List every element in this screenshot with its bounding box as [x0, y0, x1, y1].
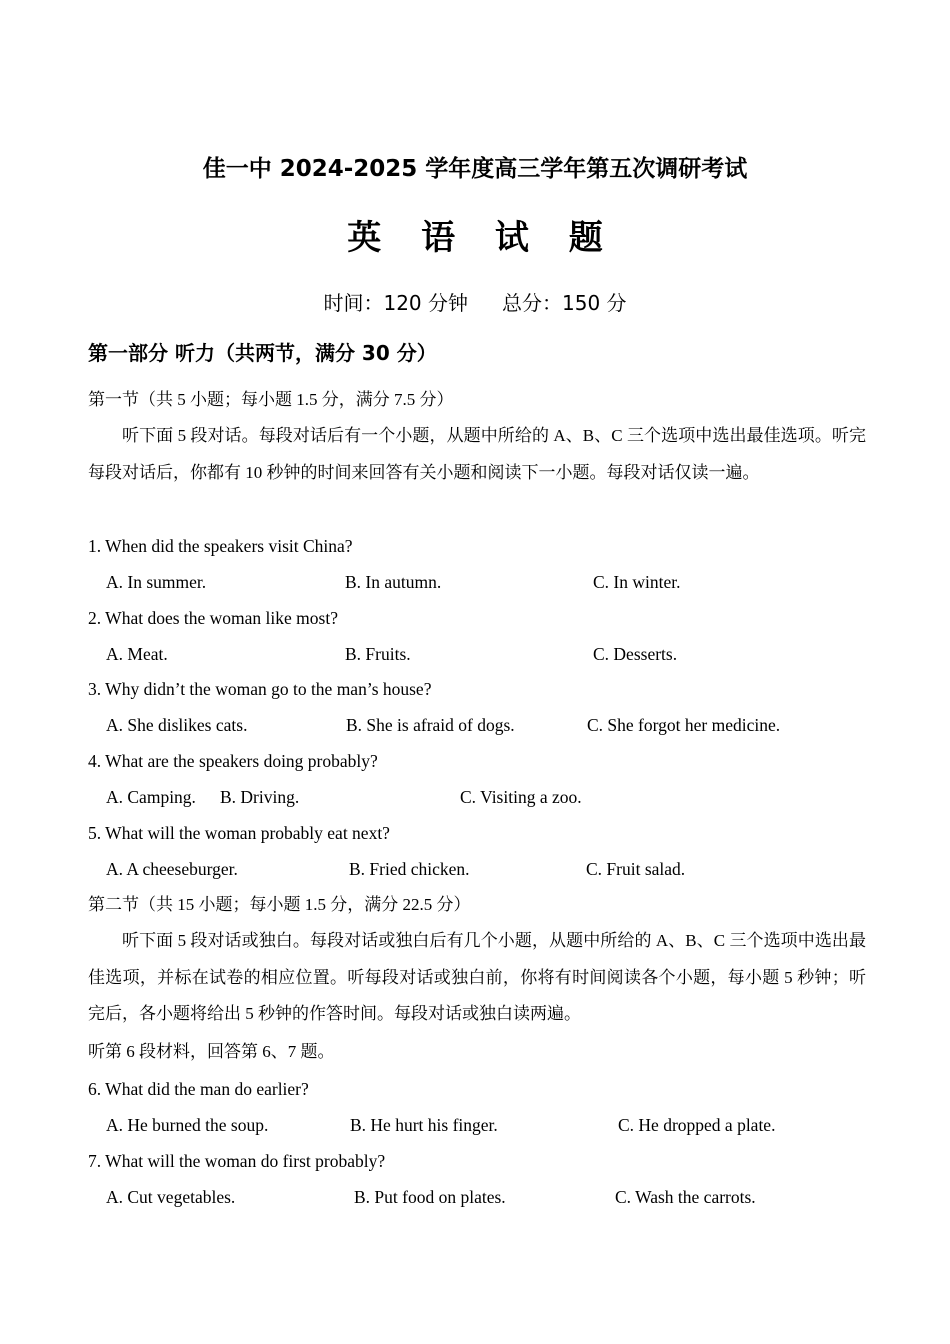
exam-info [0, 287, 950, 316]
section1-heading: 第一节（共 5 小题；每小题 1.5 分，满分 7.5 分） [88, 390, 454, 409]
question-2: 2. What does the woman like most? [88, 608, 338, 628]
question-4: 4. What are the speakers doing probably? [88, 751, 378, 771]
section2-heading: 第二节（共 15 小题；每小题 1.5 分，满分 22.5 分） [88, 895, 471, 914]
q4-option-a: A. Camping. [106, 787, 196, 807]
q2-option-a: A. Meat. [106, 644, 168, 664]
q3-option-a: A. She dislikes cats. [106, 715, 248, 735]
q7-option-a: A. Cut vegetables. [106, 1187, 236, 1207]
q5-option-b: B. Fried chicken. [349, 859, 470, 879]
q2-option-b: B. Fruits. [345, 644, 411, 664]
exam-total-score: 总分：150 分 [502, 291, 627, 315]
q7-option-c: C. Wash the carrots. [615, 1187, 756, 1207]
subject-title: 英 语 试 题 [347, 218, 617, 258]
question-6: 6. What did the man do earlier? [88, 1079, 309, 1099]
material-note: 听第 6 段材料，回答第 6、7 题。 [88, 1042, 335, 1061]
part1-heading: 第一部分 听力（共两节，满分 30 分） [88, 341, 437, 365]
question-7: 7. What will the woman do first probably? [88, 1151, 386, 1171]
section1-instructions: 听下面 5 段对话。每段对话后有一个小题，从题中所给的 A、B、C 三个选项中选出最佳选项。听完每段对话后，你都有 10 秒钟的时间来回答有关小题和阅读下一小题。每段对话仅读一遍。 [88, 426, 866, 482]
exam-time: 时间：120 分钟 [323, 291, 468, 315]
q3-option-b: B. She is afraid of dogs. [346, 715, 515, 735]
question-3: 3. Why didn’t the woman go to the man’s house? [88, 679, 432, 699]
school-title: 佳一中 2024-2025 学年度高三学年第五次调研考试 [202, 156, 748, 182]
q5-option-c: C. Fruit salad. [586, 859, 686, 879]
q1-option-c: C. In winter. [593, 572, 681, 592]
q6-option-b: B. He hurt his finger. [350, 1115, 498, 1135]
q1-option-b: B. In autumn. [345, 572, 442, 592]
q6-option-c: C. He dropped a plate. [618, 1115, 776, 1135]
q7-option-b: B. Put food on plates. [354, 1187, 506, 1207]
question-5: 5. What will the woman probably eat next? [88, 823, 390, 843]
question-1: 1. When did the speakers visit China? [88, 536, 353, 556]
q2-option-c: C. Desserts. [593, 644, 678, 664]
q1-option-a: A. In summer. [106, 572, 207, 592]
q5-option-a: A. A cheeseburger. [106, 859, 238, 879]
q4-option-b: B. Driving. [220, 787, 300, 807]
q3-option-c: C. She forgot her medicine. [587, 715, 781, 735]
q6-option-a: A. He burned the soup. [106, 1115, 269, 1135]
q4-option-c: C. Visiting a zoo. [460, 787, 582, 807]
section2-instructions: 听下面 5 段对话或独白。每段对话或独白后有几个小题，从题中所给的 A、B、C 三个选项中选出最佳选项，并标在试卷的相应位置。听每段对话或独白前，你将有时间阅读各个小题，每小题 5 秒钟；听完后，各小题将给出 5 秒钟的作答时间。每段对话或独白读两遍。 [88, 931, 866, 1023]
